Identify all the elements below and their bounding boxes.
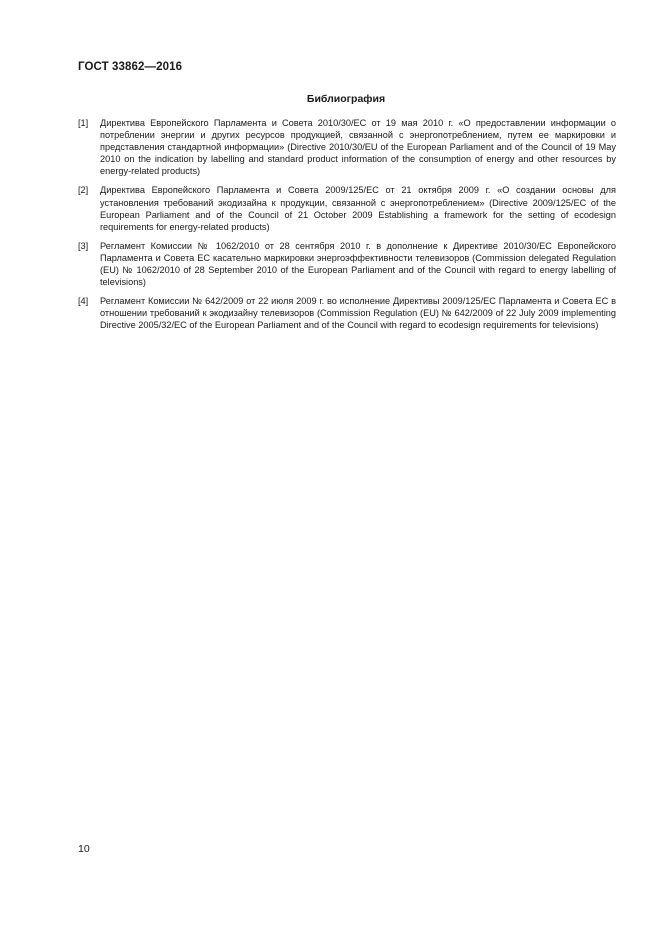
entry-text: Директива Европейского Парламента и Совета 2009/125/ЕС от 21 октября 2009 г. «О создании основы для установления требований экодизайна к продукции, связанной с энергопотреблением» (Directive 2009/125/EC of the European Parliament and of the Council of 21 October 2009 Establishing a framework for the setting of ecodesign requirements for energy-related products) — [100, 185, 616, 232]
section-title: Библиография — [306, 93, 386, 105]
entry-number: [3] — [78, 240, 89, 251]
entry-number: [1] — [78, 118, 89, 128]
bibliography-entry — [78, 117, 616, 177]
entry-text: Регламент Комиссии № 1062/2010 от 28 сентября 2010 г. в дополнение к Директиве 2010/30/ЕС Европейского Парламента и Совета ЕС касательно маркировки энергоэффективности телевизоров (Commission delegated Regulation (EU) № 1062/2010 of 28 September 2010 of the European Parliament and of the Council with regard to energy labelling of televisions) — [100, 240, 616, 288]
entry-number: [4] — [78, 296, 89, 307]
page-number: 10 — [78, 843, 90, 855]
bibliography-list — [78, 117, 616, 339]
bibliography-entry — [78, 295, 616, 331]
document-header: ГОСТ 33862—2016 — [78, 61, 183, 73]
entry-number: [2] — [78, 185, 89, 196]
entry-text: Директива Европейского Парламента и Совета 2010/30/ЕС от 19 мая 2010 г. «О предоставлении информации о потреблении энергии и других ресурсов продукцией, связанной с энергопотреблением, путем ее маркировки и представления стандартной информации» (Directive 2010/30/EU of the European Parliament and of the Council of 19 May 2010 on the indication by labelling and standard product information of the consumption of energy and other resources by energy-related products) — [100, 118, 616, 177]
bibliography-entry — [78, 184, 616, 232]
bibliography-entry — [78, 240, 616, 288]
entry-text: Регламент Комиссии № 642/2009 от 22 июля 2009 г. во исполнение Директивы 2009/125/ЕС Парламента и Совета ЕС в отношении требований к экодизайну телевизоров (Commission Regulation (EU) № 642/2009 of 22 July 2009 implementing Directive 2005/32/EC of the European Parliament and of the Council with regard to ecodesign requirements for televisions) — [100, 296, 616, 331]
